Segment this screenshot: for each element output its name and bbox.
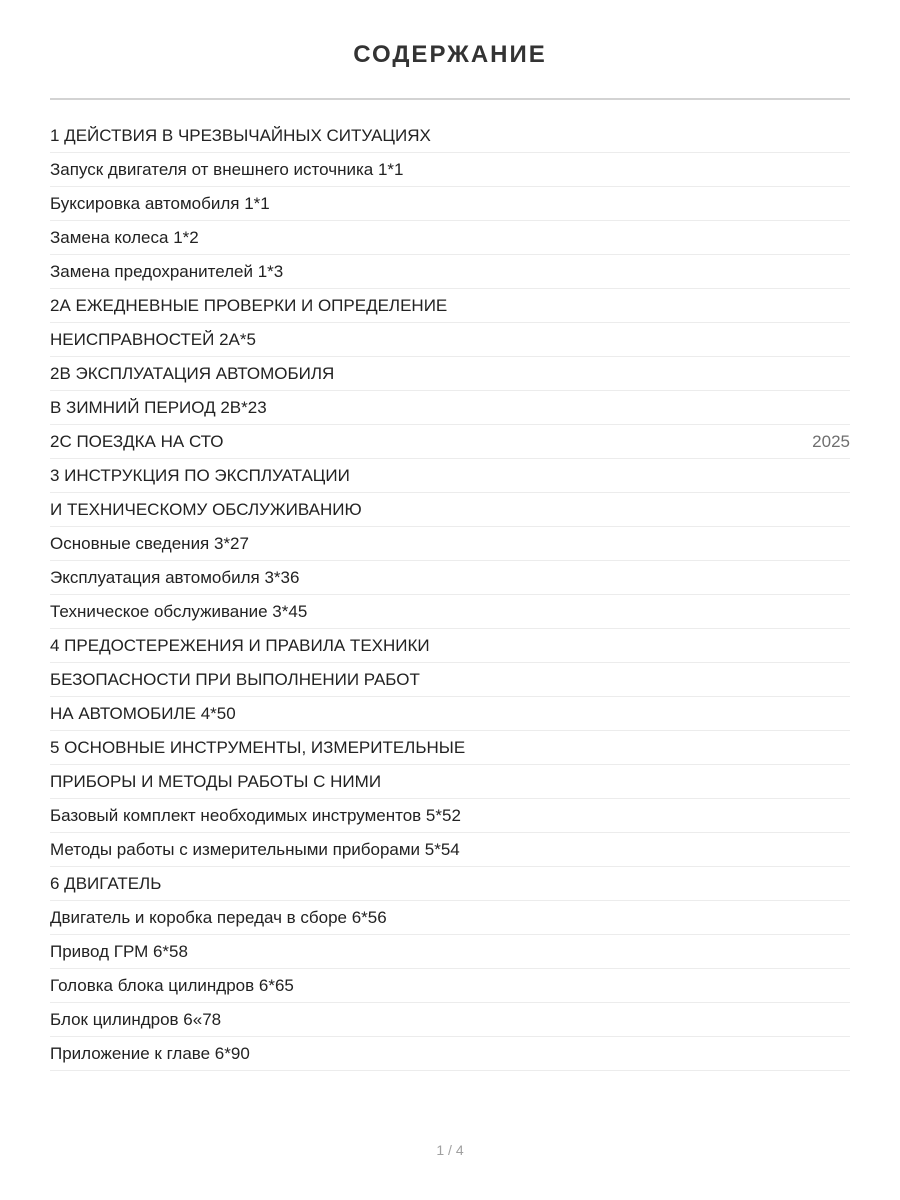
- toc-entry-text: 6 ДВИГАТЕЛЬ: [50, 873, 162, 893]
- toc-entry[interactable]: [50, 663, 850, 697]
- toc-entry[interactable]: [50, 561, 850, 595]
- toc-entry-text: Эксплуатация автомобиля 3*36: [50, 567, 300, 587]
- toc-entry-text: 4 ПРЕДОСТЕРЕЖЕНИЯ И ПРАВИЛА ТЕХНИКИ: [50, 635, 430, 655]
- toc-entry[interactable]: [50, 969, 850, 1003]
- toc-entry-text: Замена предохранителей 1*3: [50, 261, 284, 281]
- toc-entry-text: ПРИБОРЫ И МЕТОДЫ РАБОТЫ С НИМИ: [50, 771, 382, 791]
- toc-entry-text: Приложение к главе 6*90: [50, 1043, 250, 1063]
- toc-entry[interactable]: [50, 391, 850, 425]
- toc-entry[interactable]: [50, 901, 850, 935]
- toc-entry[interactable]: [50, 119, 850, 153]
- toc-entry-text: Техническое обслуживание 3*45: [50, 601, 308, 621]
- toc-entry[interactable]: [50, 697, 850, 731]
- page-indicator: 1 / 4: [436, 1142, 464, 1158]
- toc-entry[interactable]: [50, 731, 850, 765]
- toc-entry-text: Методы работы с измерительными приборами 5*54: [50, 839, 460, 859]
- toc-entry[interactable]: [50, 935, 850, 969]
- toc-entry[interactable]: [50, 187, 850, 221]
- toc-entry[interactable]: [50, 255, 850, 289]
- toc-entry-text: Привод ГРМ 6*58: [50, 941, 188, 961]
- toc-entry[interactable]: [50, 1037, 850, 1071]
- toc-entry-text: 3 ИНСТРУКЦИЯ ПО ЭКСПЛУАТАЦИИ: [50, 465, 350, 485]
- toc-entry-text: НА АВТОМОБИЛЕ 4*50: [50, 703, 236, 723]
- toc-entry-text: В ЗИМНИЙ ПЕРИОД 2В*23: [50, 397, 267, 417]
- toc-entry[interactable]: [50, 629, 850, 663]
- toc-entry[interactable]: [50, 221, 850, 255]
- toc-entry-text: И ТЕХНИЧЕСКОМУ ОБСЛУЖИВАНИЮ: [50, 499, 362, 519]
- toc-entry[interactable]: [50, 799, 850, 833]
- toc-entry[interactable]: [50, 493, 850, 527]
- toc-entry[interactable]: [50, 425, 850, 459]
- toc-entry-text: Буксировка автомобиля 1*1: [50, 193, 270, 213]
- toc-entry[interactable]: [50, 527, 850, 561]
- toc-entry[interactable]: [50, 1003, 850, 1037]
- toc-entry-text: Запуск двигателя от внешнего источника 1*1: [50, 159, 404, 179]
- toc-entry-text: Замена колеса 1*2: [50, 227, 199, 247]
- toc-entry[interactable]: [50, 323, 850, 357]
- toc-entry-text: 1 ДЕЙСТВИЯ В ЧРЕЗВЫЧАЙНЫХ СИТУАЦИЯХ: [50, 125, 431, 145]
- toc-entry-aside: 2025: [812, 431, 850, 451]
- page-title: СОДЕРЖАНИЕ: [353, 41, 547, 68]
- toc-entry[interactable]: [50, 867, 850, 901]
- toc-entry-text: Двигатель и коробка передач в сборе 6*56: [50, 907, 387, 927]
- toc-entry-text: Головка блока цилиндров 6*65: [50, 975, 294, 995]
- document-page: [50, 0, 850, 1071]
- toc-entry-text: Основные сведения 3*27: [50, 533, 249, 553]
- toc-entry-text: 2С ПОЕЗДКА НА СТО: [50, 431, 224, 451]
- toc-entry[interactable]: [50, 289, 850, 323]
- toc-entry-text: НЕИСПРАВНОСТЕЙ 2А*5: [50, 329, 256, 349]
- table-of-contents: [50, 119, 850, 1071]
- toc-entry[interactable]: [50, 357, 850, 391]
- toc-entry-text: БЕЗОПАСНОСТИ ПРИ ВЫПОЛНЕНИИ РАБОТ: [50, 669, 420, 689]
- toc-entry[interactable]: [50, 765, 850, 799]
- toc-entry[interactable]: [50, 459, 850, 493]
- toc-entry-text: 2В ЭКСПЛУАТАЦИЯ АВТОМОБИЛЯ: [50, 363, 335, 383]
- title-divider: [50, 98, 850, 100]
- toc-entry[interactable]: [50, 595, 850, 629]
- toc-entry-text: 5 ОСНОВНЫЕ ИНСТРУМЕНТЫ, ИЗМЕРИТЕЛЬНЫЕ: [50, 737, 466, 757]
- toc-entry-text: Базовый комплект необходимых инструментов 5*52: [50, 805, 461, 825]
- toc-entry-text: Блок цилиндров 6«78: [50, 1009, 222, 1029]
- toc-entry-text: 2А ЕЖЕДНЕВНЫЕ ПРОВЕРКИ И ОПРЕДЕЛЕНИЕ: [50, 295, 448, 315]
- toc-entry[interactable]: [50, 833, 850, 867]
- toc-entry[interactable]: [50, 153, 850, 187]
